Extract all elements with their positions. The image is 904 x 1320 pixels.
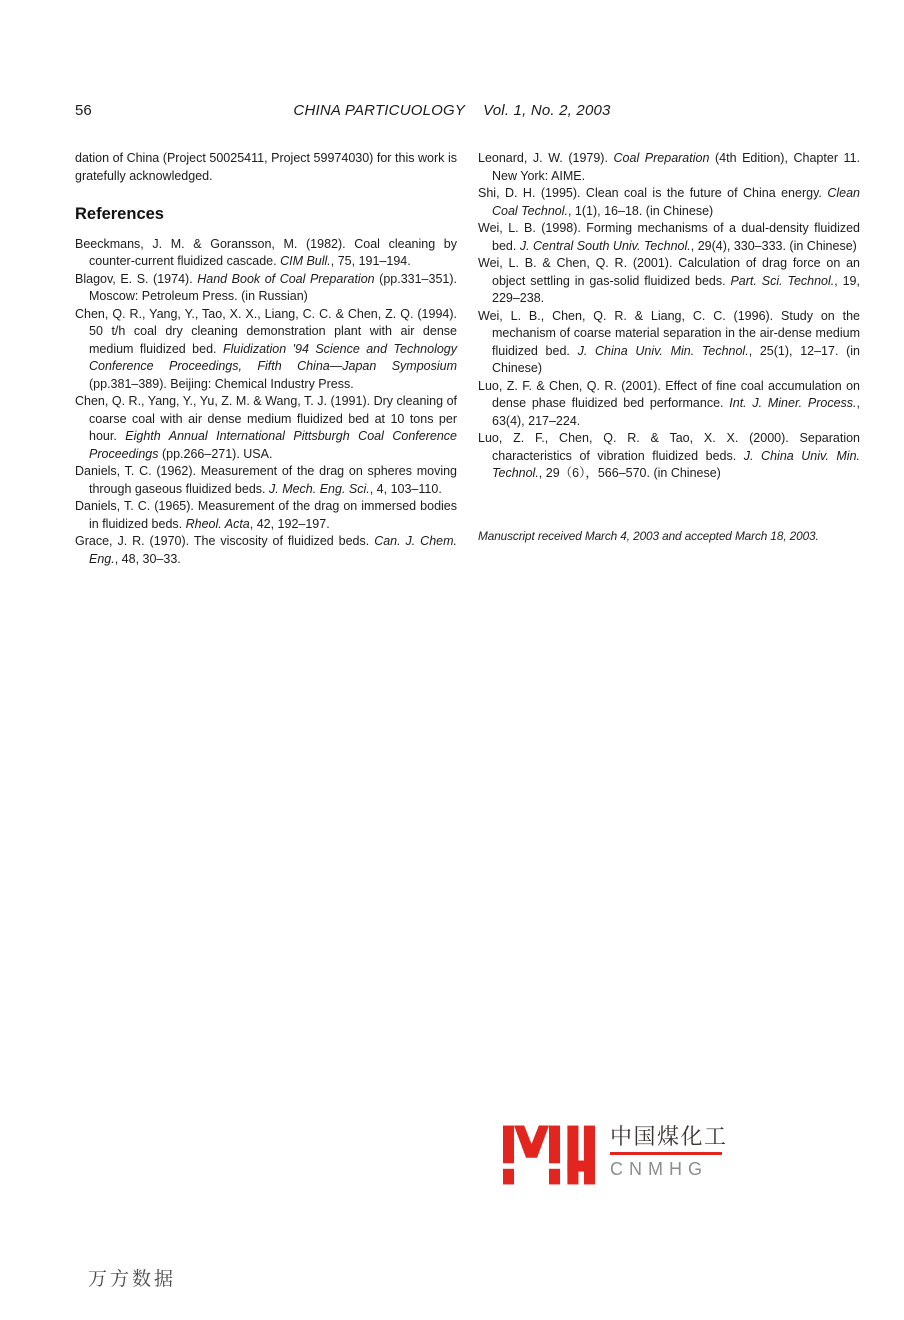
reference-item: Wei, L. B. (1998). Forming mechanisms of a dual-density fluidized bed. J. Central South Univ. Technol., 29(4), 330–333. (in Chinese): [478, 221, 860, 253]
reference-item: Daniels, T. C. (1962). Measurement of the drag on spheres moving through gaseous fluidized beds. J. Mech. Eng. Sci., 4, 103–110.: [75, 464, 457, 496]
logo-underline: [610, 1152, 722, 1155]
publisher-logo: [503, 1124, 728, 1186]
reference-item: Leonard, J. W. (1979). Coal Preparation (4th Edition), Chapter 11. New York: AIME.: [478, 151, 860, 183]
logo-text-block: [610, 1124, 728, 1180]
reference-item: Wei, L. B. & Chen, Q. R. (2001). Calculation of drag force on an object settling in gas-solid fluidized beds. Part. Sci. Technol., 19, 229–238.: [478, 256, 860, 305]
wanfang-watermark: 万方数据: [88, 1269, 177, 1290]
reference-item: Beeckmans, J. M. & Goransson, M. (1982). Coal cleaning by counter-current fluidized cascade. CIM Bull., 75, 191–194.: [75, 236, 457, 268]
journal-title: CHINA PARTICUOLOGY: [293, 102, 466, 119]
reference-item: Daniels, T. C. (1965). Measurement of the drag on immersed bodies in fluidized beds. Rheol. Acta, 42, 192–197.: [75, 499, 457, 531]
logo-chinese-name: 中国煤化工: [610, 1124, 728, 1149]
reference-item: Grace, J. R. (1970). The viscosity of fluidized beds. Can. J. Chem. Eng., 48, 30–33.: [75, 534, 458, 566]
left-column: [75, 150, 457, 568]
page-number: 56: [75, 102, 92, 119]
mh-monogram-icon: [503, 1124, 595, 1186]
reference-item: Blagov, E. S. (1974). Hand Book of Coal Preparation (pp.331–351). Moscow: Petroleum Press. (in Russian): [75, 271, 458, 303]
reference-item: Luo, Z. F., Chen, Q. R. & Tao, X. X. (2000). Separation characteristics of vibration fluidized beds. J. China Univ. Min. Technol., 29（6），566–570. (in Chinese): [478, 431, 860, 480]
reference-item: Chen, Q. R., Yang, Y., Yu, Z. M. & Wang, T. J. (1991). Dry cleaning of coarse coal with air dense medium fluidized bed at 10 tons per hour. Eighth Annual International Pittsburgh Coal Conference Proceedings (pp.266–271). USA.: [75, 394, 457, 461]
right-column: [478, 150, 860, 545]
acknowledgment-text: dation of China (Project 50025411, Project 59974030) for this work is gratefully acknowledged.: [75, 151, 457, 183]
reference-item: Chen, Q. R., Yang, Y., Tao, X. X., Liang, C. C. & Chen, Z. Q. (1994). 50 t/h coal dry cleaning demonstration plant with air dense medium fluidized bed. Fluidization '94 Science and Technology Conference Proceedings, Fifth China—Japan Symposium (pp.381–389). Beijing: Chemical Industry Press.: [75, 306, 457, 391]
journal-header: [0, 102, 904, 119]
manuscript-note: Manuscript received March 4, 2003 and accepted March 18, 2003.: [478, 528, 819, 543]
journal-issue: Vol. 1, No. 2, 2003: [483, 102, 611, 119]
reference-item: Wei, L. B., Chen, Q. R. & Liang, C. C. (1996). Study on the mechanism of coarse material separation in the air-dense medium fluidized bed. J. China Univ. Min. Technol., 25(1), 12–17. (in Chinese): [478, 308, 861, 375]
references-heading: References: [75, 205, 164, 223]
reference-item: Shi, D. H. (1995). Clean coal is the future of China energy. Clean Coal Technol., 1(1), 16–18. (in Chinese): [478, 186, 860, 218]
logo-latin-name: CNMHG: [610, 1159, 708, 1179]
reference-item: Luo, Z. F. & Chen, Q. R. (2001). Effect of fine coal accumulation on dense phase fluidized bed performance. Int. J. Miner. Process., 63(4), 217–224.: [478, 378, 861, 428]
